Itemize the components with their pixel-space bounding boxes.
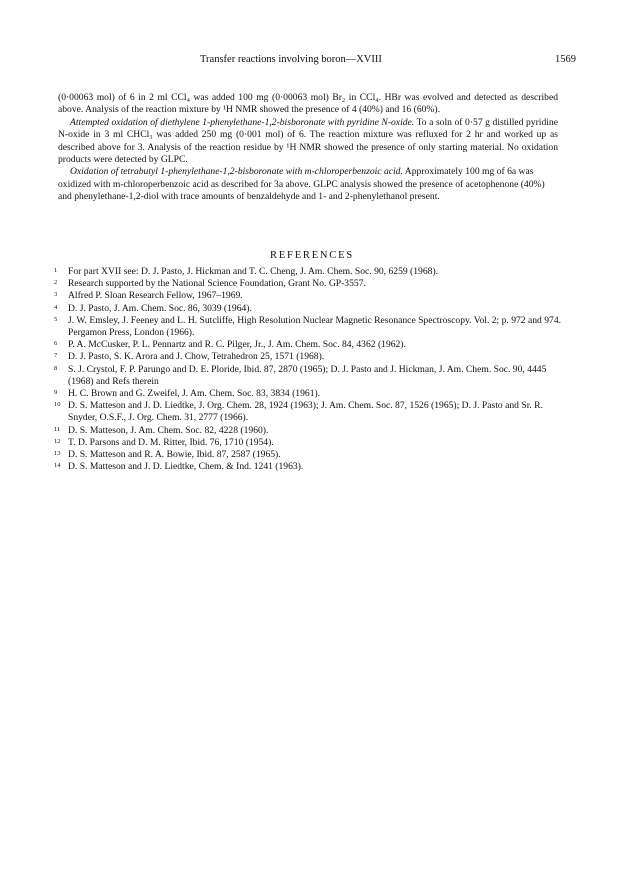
reference-text: H. C. Brown and G. Zweifel, J. Am. Chem. Soc. 83, 3834 (1961). [68,388,321,400]
reference-number: 9 [54,389,58,397]
reference-number: 4 [54,303,58,311]
reference-text: D. S. Matteson and J. D. Liedtke, J. Org. Chem. 28, 1924 (1963); J. Am. Chem. Soc. 87, 1526 (1965); D. J. Pasto and Sr. R. Snyder, O.S.F., J. Org. Chem. 31, 2777 (1966). [68,400,543,424]
reference-number: 1 [54,267,58,274]
paragraph-title: Oxidation of tetrabutyl 1-phenylethane-1,2-bisboronate with m-chloroperbenzoic acid. [70,166,403,178]
body-text [58,92,558,204]
reference-number: 2 [54,279,58,287]
reference-item [54,266,564,278]
reference-number: 11 [54,425,61,433]
reference-item [54,339,564,351]
reference-text: D. S. Matteson and J. D. Liedtke, Chem. & Ind. 1241 (1963). [68,461,304,473]
reference-text: Alfred P. Sloan Research Fellow, 1967–1969. [68,290,243,302]
paragraph-text: To a soln of 0·57 g distilled pyridine N-oxide in 3 ml CHCl₃ was added 250 mg (0·001 mol) of 6. The reaction mixture was refluxed for 2 hr and worked up as described above for 3. Analysis of the reaction residue by ¹H NMR showed the presence of only starting material. No oxidation products were detected by GLPC. [58,116,558,166]
reference-number: 10 [54,401,61,409]
reference-item [54,303,564,315]
paragraph-attempted-oxidation [58,117,558,167]
reference-item [54,400,564,424]
reference-number: 12 [54,437,61,445]
reference-text: Research supported by the National Science Foundation, Grant No. GP-3557. [68,278,366,290]
reference-text: P. A. McCusker, P. L. Pennartz and R. C. Pilger, Jr., J. Am. Chem. Soc. 84, 4362 (1962). [68,339,406,351]
paragraph-oxidation [58,166,558,203]
reference-text: S. J. Crystol, F. P. Parungo and D. E. Ploride, Ibid. 87, 2870 (1965); D. J. Pasto and J. Hickman, J. Am. Chem. Soc. 90, 4445 (1968) and Refs therein [68,363,547,387]
reference-number: 13 [54,450,61,458]
paragraph-text: Approximately 100 mg of 6a was oxidized with m-chloroperbenzoic acid as described for 3a above. GLPC analysis showed the presence of acetophenone (40%) and phenylethane-1,2-diol with trace amounts of benzaldehyde and 1- and 2-phenylethanol present. [58,166,545,203]
reference-text: For part XVII see: D. J. Pasto, J. Hickman and T. C. Cheng, J. Am. Chem. Soc. 90, 6259 (1968). [68,266,439,277]
reference-item [54,437,564,449]
reference-number: 3 [54,291,58,299]
reference-text: J. W. Emsley, J. Feeney and L. H. Sutcliffe, High Resolution Nuclear Magnetic Resonance Spectroscopy. Vol. 2; p. 972 and 974. Pergamon Press, London (1966). [68,314,562,339]
reference-number: 8 [54,364,58,372]
paragraph-title: Attempted oxidation of diethylene 1-phenylethane-1,2-bisboronate with pyridine N-oxide. [70,116,415,128]
reference-text: D. J. Pasto, S. K. Arora and J. Chow, Tetrahedron 25, 1571 (1968). [68,351,325,363]
page-header [0,54,624,70]
reference-item [54,388,564,400]
reference-item [54,449,564,461]
reference-text: D. S. Matteson and R. A. Bowie, Ibid. 87, 2587 (1965). [68,449,281,461]
reference-item [54,290,564,302]
references-heading: REFERENCES [270,250,354,261]
reference-text: T. D. Parsons and D. M. Ritter, Ibid. 76, 1710 (1954). [68,436,274,448]
reference-item [54,364,564,388]
reference-number: 14 [54,462,61,470]
references-list [54,266,564,473]
reference-text: D. S. Matteson, J. Am. Chem. Soc. 82, 4228 (1960). [68,424,269,436]
reference-item [54,351,564,363]
reference-item [54,425,564,437]
reference-number: 5 [54,315,58,323]
running-title: Transfer reactions involving boron—XVIII [200,54,382,65]
page-number: 1569 [555,54,576,65]
reference-number: 6 [54,340,58,348]
reference-text: D. J. Pasto, J. Am. Chem. Soc. 86, 3039 (1964). [68,302,252,314]
reference-item [54,461,564,473]
reference-item [54,315,564,339]
reference-item [54,278,564,290]
reference-number: 7 [54,352,58,360]
paragraph-continuation: (0·00063 mol) of 6 in 2 ml CCl₄ was added 100 mg (0·00063 mol) Br₂ in CCl₄. HBr was evolved and detected as described above. Analysis of the reaction mixture by ¹H NMR showed the presence of 4 (40%) and 16 (60%). [58,92,558,116]
